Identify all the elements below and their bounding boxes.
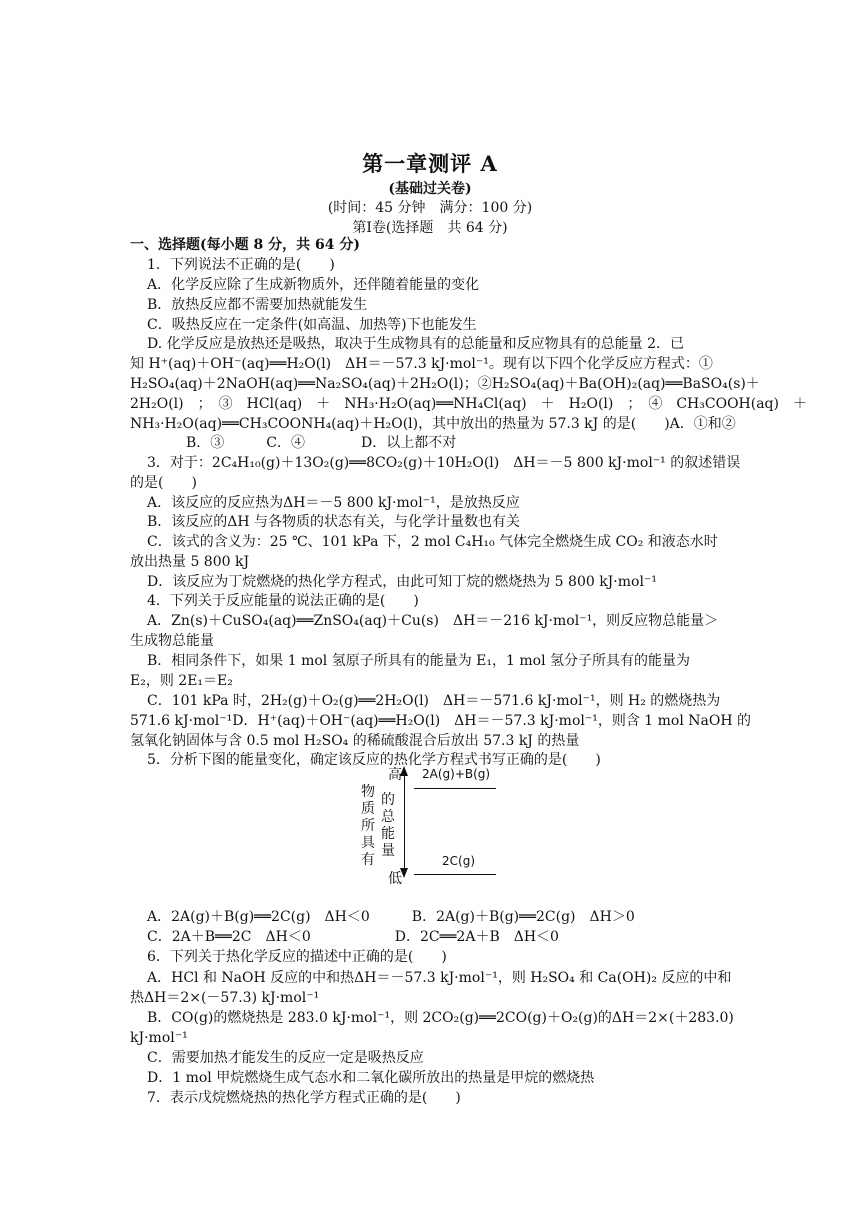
- question-6: 6．下列关于热化学反应的描述中正确的是( ): [147, 949, 447, 965]
- diagram-high-label: 高: [388, 767, 402, 783]
- option-line: A．2A(g)＋B(g)══2C(g) ΔH＜0 B．2A(g)＋B(g)══2C(g) ΔH＞0: [147, 909, 635, 925]
- option-line: C．吸热反应在一定条件(如高温、加热等)下也能发生: [147, 317, 477, 333]
- text-line: NH₃·H₂O(aq)══CH₃COONH₄(aq)＋H₂O(l)，其中放出的热量为 57.3 kJ 的是( )A．①和②: [130, 416, 736, 432]
- text-line: 放出热量 5 800 kJ: [130, 554, 250, 570]
- option-line: B．③ C．④ D．以上都不对: [130, 435, 457, 451]
- question-7: 7．表示戊烷燃烧热的热化学方程式正确的是( ): [147, 1090, 461, 1106]
- diagram-ylabel-col1: 物质所具有: [361, 784, 375, 868]
- section-header: 第Ⅰ卷(选择题 共 64 分): [352, 220, 508, 236]
- question-5: 5．分析下图的能量变化，确定该反应的热化学方程式书写正确的是( ): [147, 752, 601, 768]
- option-line: A．化学反应除了生成新物质外，还伴随着能量的变化: [147, 277, 480, 293]
- diagram-ylabel-col2: 的总能量: [381, 792, 395, 859]
- question-2: 知 H⁺(aq)＋OH⁻(aq)══H₂O(l) ΔH＝－57.3 kJ·mol⁻¹。现有以下四个化学反应方程式：①: [130, 356, 713, 372]
- text-line: 的是( ): [130, 475, 197, 491]
- text-line: E₂，则 2E₁＝E₂: [130, 673, 233, 689]
- option-line: B．该反应的ΔH 与各物质的状态有关，与化学计量数也有关: [147, 514, 521, 530]
- text-line: 氢氧化钠固体与含 0.5 mol H₂SO₄ 的稀硫酸混合后放出 57.3 kJ 的热量: [130, 733, 580, 749]
- option-line: C．需要加热才能发生的反应一定是吸热反应: [147, 1050, 424, 1066]
- option-line: C．该式的含义为：25 ℃、101 kPa 下，2 mol C₄H₁₀ 气体完全燃烧生成 CO₂ 和液态水时: [147, 534, 718, 550]
- option-line: A．该反应的反应热为ΔH＝－5 800 kJ·mol⁻¹，是放热反应: [147, 495, 520, 511]
- text-line: H₂SO₄(aq)＋2NaOH(aq)══Na₂SO₄(aq)＋2H₂O(l)；②H₂SO₄(aq)＋Ba(OH)₂(aq)══BaSO₄(s)＋: [130, 376, 760, 392]
- question-4: 4．下列关于反应能量的说法正确的是( ): [147, 593, 419, 609]
- option-line: D. 化学反应是放热还是吸热，取决于生成物具有的总能量和反应物具有的总能量 2．已: [147, 336, 684, 352]
- section-heading: 一、选择题(每小题 8 分，共 64 分): [130, 237, 360, 253]
- reactants-energy-level: [414, 788, 496, 789]
- reactants-label: 2A(g)+B(g): [422, 767, 491, 781]
- option-line: B．放热反应都不需要加热就能发生: [147, 297, 368, 313]
- question-3: 3．对于：2C₄H₁₀(g)＋13O₂(g)══8CO₂(g)＋10H₂O(l) ΔH＝－5 800 kJ·mol⁻¹ 的叙述错误: [147, 455, 741, 471]
- diagram-axis: [404, 776, 405, 872]
- option-line: C．101 kPa 时，2H₂(g)＋O₂(g)══2H₂O(l) ΔH＝－571.6 kJ·mol⁻¹，则 H₂ 的燃烧热为: [147, 693, 721, 709]
- option-line: D．该反应为丁烷燃烧的热化学方程式，由此可知丁烷的燃烧热为 5 800 kJ·mol⁻¹: [147, 574, 657, 590]
- text-line: 热ΔH＝2×(－57.3) kJ·mol⁻¹: [130, 990, 320, 1006]
- page-subtitle: (基础过关卷): [388, 181, 472, 197]
- diagram-low-label: 低: [388, 871, 402, 887]
- question-1: 1．下列说法不正确的是( ): [147, 257, 335, 273]
- text-line: kJ·mol⁻¹: [130, 1030, 188, 1046]
- text-line: 2H₂O(l) ； ③ HCl(aq) ＋ NH₃·H₂O(aq)══NH₄Cl(aq) ＋ H₂O(l) ； ④ CH₃COOH(aq) ＋: [130, 396, 807, 412]
- option-line: A．Zn(s)＋CuSO₄(aq)══ZnSO₄(aq)＋Cu(s) ΔH＝－216 kJ·mol⁻¹，则反应物总能量＞: [147, 613, 719, 629]
- products-label: 2C(g): [442, 854, 475, 868]
- axis-arrow-down-icon: [400, 868, 408, 878]
- option-line: B．相同条件下，如果 1 mol 氢原子所具有的能量为 E₁，1 mol 氢分子所具有的能量为: [147, 653, 690, 669]
- text-line: 生成物总能量: [130, 633, 214, 649]
- exam-meta: (时间：45 分钟 满分：100 分): [327, 200, 533, 216]
- option-line: B．CO(g)的燃烧热是 283.0 kJ·mol⁻¹，则 2CO₂(g)══2CO(g)＋O₂(g)的ΔH＝2×(＋283.0): [147, 1010, 734, 1026]
- option-line: A．HCl 和 NaOH 反应的中和热ΔH＝－57.3 kJ·mol⁻¹，则 H₂SO₄ 和 Ca(OH)₂ 反应的中和: [147, 970, 732, 986]
- option-line: C．2A＋B══2C ΔH＜0 D．2C══2A＋B ΔH＜0: [147, 929, 559, 945]
- energy-diagram: [356, 762, 516, 886]
- products-energy-level: [414, 874, 496, 875]
- text-line: 571.6 kJ·mol⁻¹D．H⁺(aq)＋OH⁻(aq)══H₂O(l) ΔH＝－57.3 kJ·mol⁻¹，则含 1 mol NaOH 的: [130, 713, 752, 729]
- page-title: 第一章测评 A: [362, 151, 498, 176]
- axis-arrow-up-icon: [400, 766, 408, 776]
- option-line: D．1 mol 甲烷燃烧生成气态水和二氧化碳所放出的热量是甲烷的燃烧热: [147, 1070, 595, 1086]
